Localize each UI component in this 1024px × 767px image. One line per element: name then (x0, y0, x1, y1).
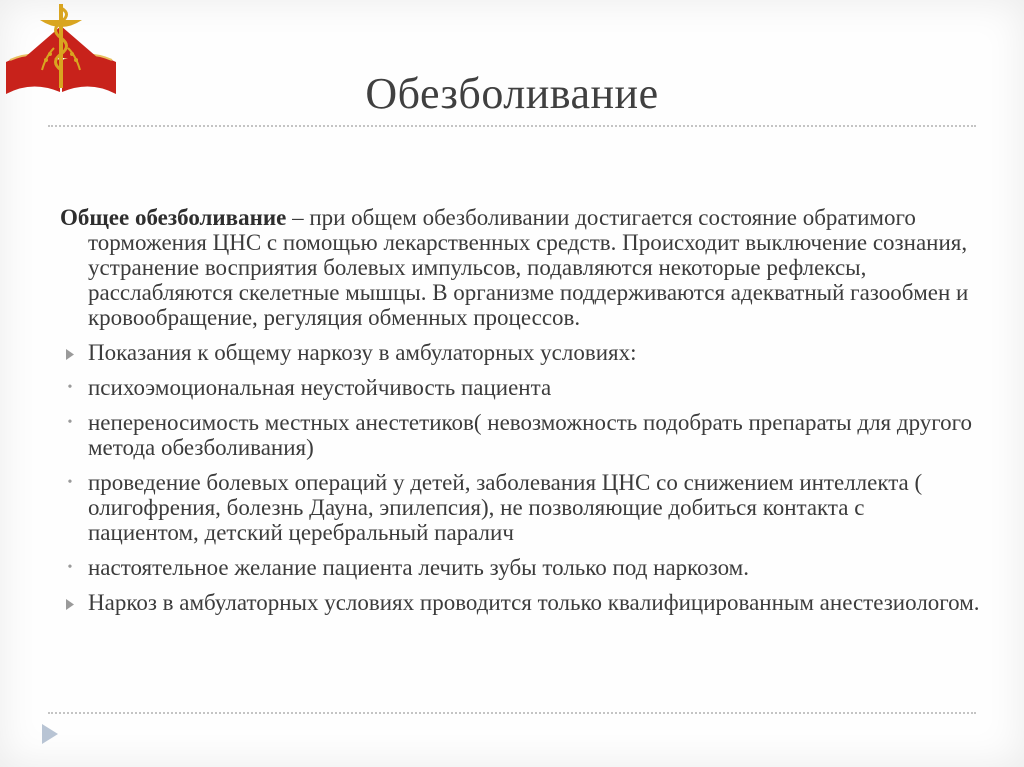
dot-bullet-icon: • (67, 380, 73, 395)
bottom-divider (48, 712, 976, 714)
list-item (60, 590, 980, 615)
list-item-text: Показания к общему наркозу в амбулаторных условиях: (88, 340, 637, 365)
intro-text: – при общем обезболивании достигается состояние обратимого торможения ЦНС с помощью лекарственных средств. Происходит выключение сознания, устранение восприятия болевых импульсов, подавляются некоторые рефлексы, расслабляются скелетные мышцы. В организме поддерживаются адекватный газообмен и кровообращение, регуляция обменных процессов. (88, 205, 969, 330)
intro-paragraph (60, 205, 980, 330)
dot-bullet-icon: • (67, 475, 73, 490)
list-item (60, 340, 980, 365)
slide-content (60, 205, 980, 625)
slide-title: Обезболивание (365, 69, 659, 118)
play-arrow-icon[interactable] (40, 722, 60, 746)
intro-term: Общее обезболивание (60, 205, 287, 230)
list-item-text: психоэмоциональная неустойчивость пациента (88, 375, 552, 400)
list-item-text: проведение болевых операций у детей, заболевания ЦНС со снижением интеллекта ( олигофрения, болезнь Дауна, эпилепсия), не позволяющие добиться контакта с пациентом, детский церебральный паралич (88, 470, 923, 545)
list-item-text: настоятельное желание пациента лечить зубы только под наркозом. (88, 555, 749, 580)
list-item (60, 375, 980, 400)
list-item (60, 555, 980, 580)
list-item-text: Наркоз в амбулаторных условиях проводится только квалифицированным анестезиологом. (88, 590, 980, 615)
list-item (60, 410, 980, 460)
arrow-bullet-icon (60, 590, 80, 615)
top-divider (48, 125, 976, 127)
list-item (60, 470, 980, 545)
dot-bullet-icon: • (67, 560, 73, 575)
arrow-bullet-icon (60, 340, 80, 365)
dot-bullet-icon: • (67, 415, 73, 430)
list-item-text: непереносимость местных анестетиков( невозможность подобрать препараты для другого метода обезболивания) (88, 410, 972, 460)
